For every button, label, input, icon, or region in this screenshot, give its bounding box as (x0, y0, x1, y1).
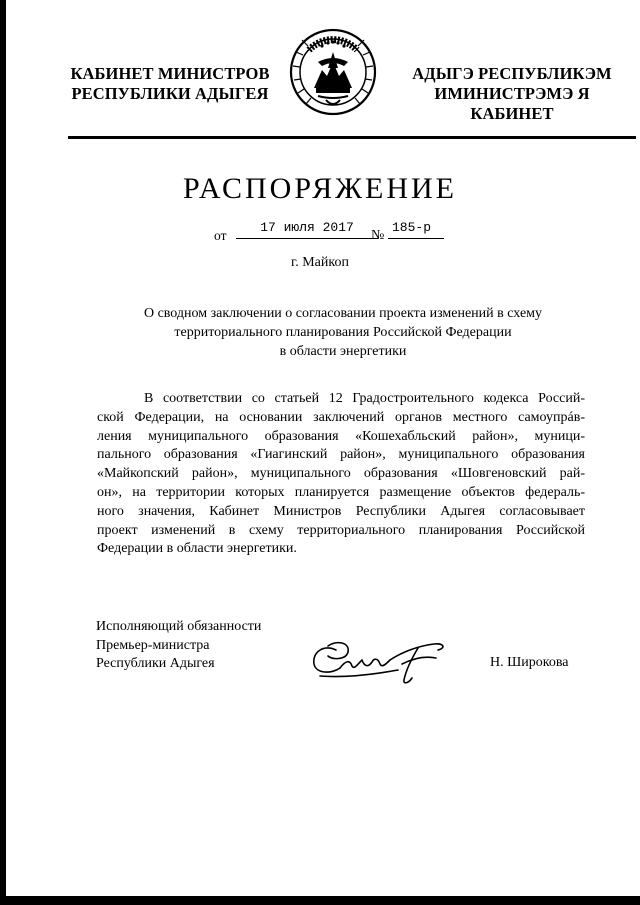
signatory-line: Исполняющий обязанности (96, 619, 262, 634)
header-left-org (70, 64, 270, 104)
body-line: проект изменений в схему территориального планирования Российской (97, 522, 585, 538)
date-number-line (214, 220, 454, 244)
document-number: 185-р (388, 220, 444, 239)
body-line: он», на территории которых планируется размещение объектов федераль- (97, 484, 585, 500)
document-subject (90, 304, 596, 361)
body-line: «Майкопский район», муниципального образования «Шовгеновский рай- (97, 466, 585, 482)
body-line: В соответствии со статьей 12 Градостроительного кодекса Россий- (144, 391, 585, 406)
body-line: пального образования «Гиагинский район», муниципального образования (97, 447, 585, 463)
body-line: ного значения, Кабинет Министров Республики Адыгея согласовывает (97, 503, 585, 519)
body-line: ской Федерации, на основании заключений органов местного самоупрáв- (97, 409, 585, 425)
header-left-line2: РЕСПУБЛИКИ АДЫГЕЯ (71, 84, 269, 103)
header-right-org (392, 64, 632, 124)
number-sign: № (371, 228, 385, 243)
document-title: РАСПОРЯЖЕНИЕ (182, 172, 458, 205)
header-right-line1: АДЫГЭ РЕСПУБЛИКЭМ (412, 64, 612, 83)
body-line: Федерации в области энергетики. (97, 541, 297, 557)
signatory-line: Премьер-министра (96, 637, 210, 653)
signatory-title (96, 618, 261, 674)
header-right-line2: ИМИНИСТРЭМЭ Я КАБИНЕТ (434, 84, 590, 123)
document-date: 17 июля 2017 (236, 220, 378, 239)
handwritten-signature-icon (306, 630, 454, 686)
body-line: ления муниципального образования «Кошехабльский район», муници- (97, 428, 585, 444)
subject-line: территориального планирования Российской Федерации (174, 325, 512, 340)
header-divider (68, 136, 636, 139)
document-body (97, 390, 585, 559)
subject-line: О сводном заключении о согласовании проекта изменений в схему (143, 306, 543, 321)
date-prefix: от (214, 228, 227, 243)
subject-line: в области энергетики (279, 344, 407, 359)
scan-left-edge (0, 0, 6, 905)
signatory-line: Республики Адыгея (96, 656, 215, 671)
city-line: г. Майкоп (291, 255, 349, 270)
scan-bottom-edge (0, 896, 640, 905)
header-left-line1: КАБИНЕТ МИНИСТРОВ (70, 64, 270, 83)
signer-name: Н. Широкова (490, 655, 569, 670)
adygea-coat-of-arms-icon (282, 22, 384, 122)
